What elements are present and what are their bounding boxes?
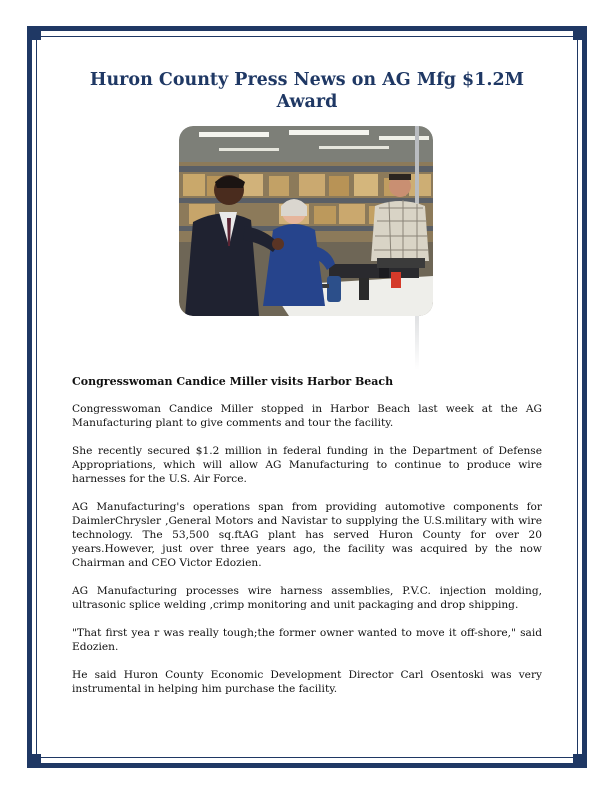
article-body [72,402,542,710]
border-corner [27,754,41,768]
border-corner [27,26,41,40]
article-photo [179,126,433,316]
article-paragraph: She recently secured $1.2 million in federal funding in the Department of Defense Appropriations, which will allow AG Manufacturing to continue to produce wire harnesses for the U.S. Air Force. [72,445,542,485]
article-paragraph: He said Huron County Economic Development Director Carl Osentoski was very instrumental in helping him purchase the facility. [72,669,542,695]
article-title: Huron County Press News on AG Mfg $1.2M Award [89,70,525,112]
article-paragraph: AG Manufacturing's operations span from providing automotive components for DaimlerChrysler ,General Motors and Navistar to supplying the U.S.military with wire technology. The 53,500 sq.ftAG plant has served Huron County for over 20 years.However, just over three years ago, the facility was acquired by the now Chairman and CEO Victor Edozien. [72,501,542,569]
article-paragraph: AG Manufacturing processes wire harness assemblies, P.V.C. injection molding, ultrasonic splice welding ,crimp monitoring and unit packaging and drop shipping. [72,585,542,611]
border-corner [573,754,587,768]
article-paragraph: "That first yea r was really tough;the former owner wanted to move it off-shore," said Edozien. [72,627,542,653]
article-subheading: Congresswoman Candice Miller visits Harbor Beach [72,375,394,388]
photo-reflection [179,316,433,372]
border-corner [573,26,587,40]
article-paragraph: Congresswoman Candice Miller stopped in Harbor Beach last week at the AG Manufacturing plant to give comments and tour the facility. [72,403,542,429]
